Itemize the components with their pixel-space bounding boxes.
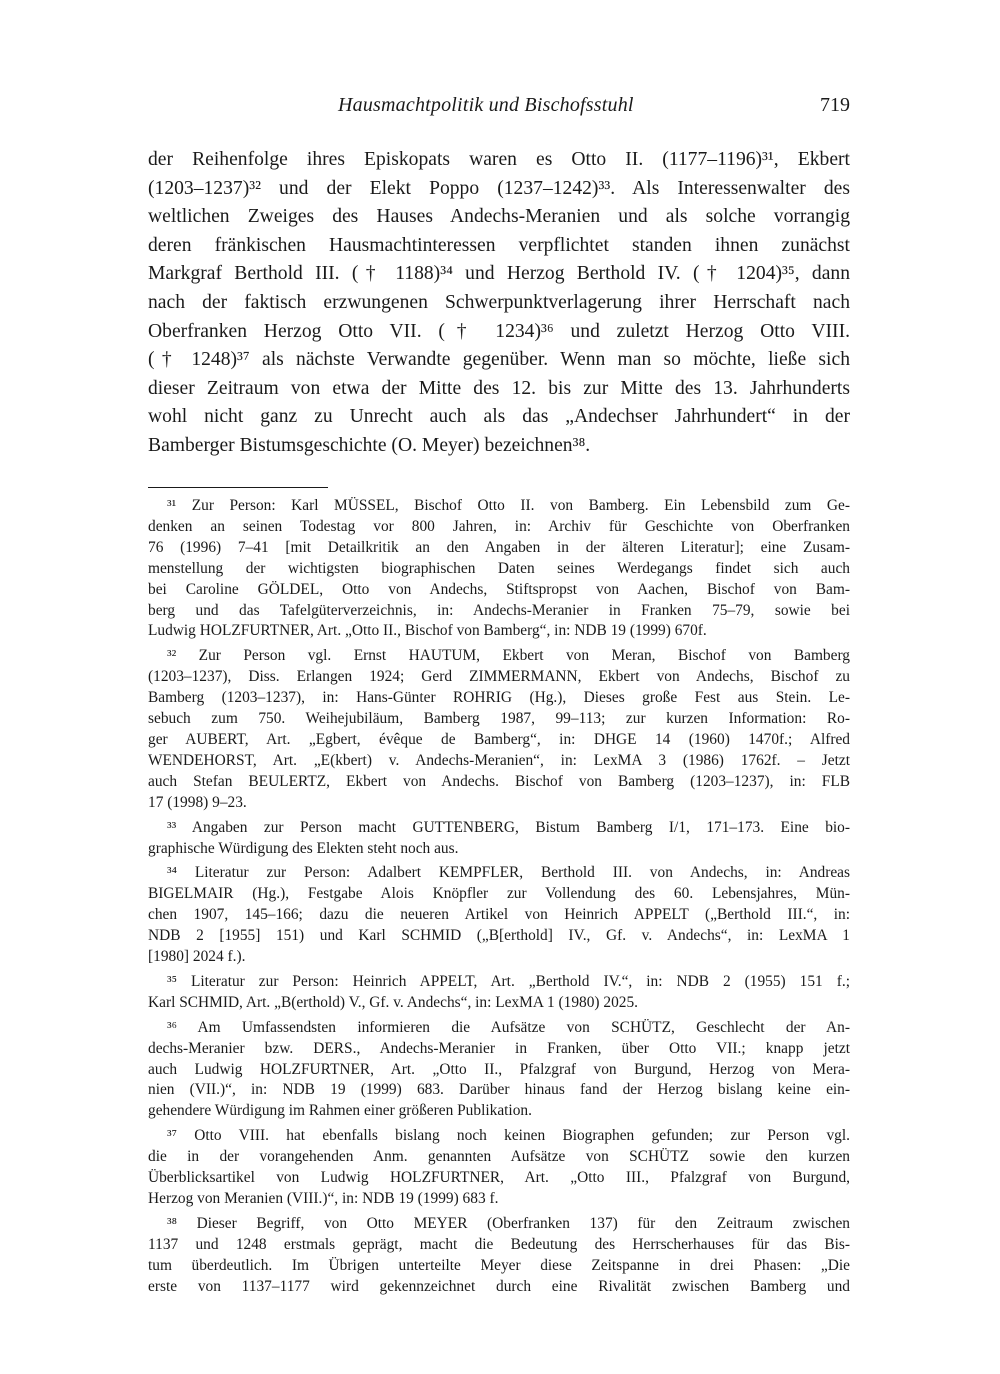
footnote-line: (1203–1237), Diss. Erlangen 1924; Gerd ZIMMERMANN, Ekbert von Andechs, Bischof zu (148, 668, 850, 686)
footnote-line: chen 1907, 145–166; dazu die neueren Artikel von Heinrich APPELT („Berthold III.“, in: (148, 906, 850, 924)
footnote-38 (148, 1214, 850, 1298)
footnote-line: ³⁵ Literatur zur Person: Heinrich APPELT, Art. „Berthold IV.“, in: NDB 2 (1955) 151 f.; (167, 972, 850, 990)
page-number: 719 (820, 94, 850, 116)
body-line: (1203–1237)³² und der Elekt Poppo (1237–1242)³³. Als Interessenwalter des (148, 177, 850, 199)
footnote-line: dechs-Meranier bzw. DERS., Andechs-Meranier in Franken, über Otto VII.; knapp jetzt (148, 1039, 850, 1057)
body-line: Markgraf Berthold III. († 1188)³⁴ und Herzog Berthold IV. († 1204)³⁵, dann (148, 263, 850, 285)
body-line: nach der faktisch erzwungenen Schwerpunktverlagerung ihrer Herrschaft nach (148, 291, 850, 313)
body-line: deren fränkischen Hausmachtinteressen verpflichtet standen ihnen zunächst (148, 234, 850, 256)
body-line: († 1248)³⁷ als nächste Verwandte gegenüber. Wenn man so möchte, ließe sich (148, 349, 850, 371)
footnote-line: ³⁷ Otto VIII. hat ebenfalls bislang noch keinen Biographen gefunden; zur Person vgl. (167, 1127, 850, 1145)
footnote-line: ger AUBERT, Art. „Egbert, évêque de Bamberg“, in: DHGE 14 (1960) 1470f.; Alfred (148, 730, 850, 748)
footnote-line: auch Stefan BEULERTZ, Ekbert von Andechs. Bischof von Bamberg (1203–1237), in: FLB (148, 772, 850, 790)
footnote-37 (148, 1126, 850, 1210)
footnote-line: ³² Zur Person vgl. Ernst HAUTUM, Ekbert von Meran, Bischof von Bamberg (167, 647, 850, 665)
running-title: Hausmachtpolitik und Bischofsstuhl (338, 94, 634, 116)
footnote-line: nien (VII.)“, in: NDB 19 (1999) 683. Darüber hinaus fand der Herzog bislang keine ein- (148, 1081, 850, 1099)
body-line: Bamberger Bistumsgeschichte (O. Meyer) bezeichnen³⁸. (148, 434, 591, 456)
footnote-line: BIGELMAIR (Hg.), Festgabe Alois Knöpfler zur Vollendung des 60. Lebensjahres, Mün- (148, 885, 850, 903)
footnote-line: ³⁸ Dieser Begriff, von Otto MEYER (Oberfranken 137) für den Zeitraum zwischen (167, 1214, 850, 1232)
footnote-line: ³⁶ Am Umfassendsten informieren die Aufsätze von SCHÜTZ, Geschlecht der An- (167, 1018, 850, 1036)
footnote-line: ³³ Angaben zur Person macht GUTTENBERG, Bistum Bamberg I/1, 171–173. Eine bio- (167, 818, 850, 836)
footnote-line: menstellung der wichtigsten biographischen Daten seines Werdegangs findet sich auch (148, 559, 850, 577)
footnote-line: ³¹ Zur Person: Karl MÜSSEL, Bischof Otto II. von Bamberg. Ein Lebensbild zum Ge- (167, 497, 850, 514)
footnote-line: 17 (1998) 9–23. (148, 793, 247, 811)
footnote-line: gehendere Würdigung im Rahmen einer größeren Publikation. (148, 1102, 532, 1120)
footnote-line: 1137 und 1248 erstmals geprägt, macht die Bedeutung des Herrscherhauses für das Bis- (148, 1235, 850, 1253)
body-line: Oberfranken Herzog Otto VII. († 1234)³⁶ und zuletzt Herzog Otto VIII. (148, 320, 850, 342)
footnote-line: NDB 2 [1955] 151) und Karl SCHMID („B[erthold] IV., Gf. v. Andechs“, in: LexMA 1 (148, 927, 850, 945)
footnote-36 (148, 1018, 850, 1123)
footnote-line: Bamberg (1203–1237), in: Hans-Günter ROHRIG (Hg.), Dieses große Fest aus Stein. Le- (148, 689, 850, 707)
footnote-line: 76 (1996) 7–41 [mit Detailkritik an den Angaben in der älteren Literatur]; eine Zusam- (148, 538, 850, 556)
footnote-line: sebuch zum 750. Weihejubiläum, Bamberg 1987, 99–113; zur kurzen Information: Ro- (148, 710, 850, 728)
footnote-line: graphische Würdigung des Elekten steht noch aus. (148, 839, 459, 857)
footnote-35 (148, 972, 850, 1014)
footnote-line: die in der vorangehenden Anm. genannten Aufsätze von SCHÜTZ sowie den kurzen (148, 1148, 850, 1166)
footnote-line: Karl SCHMID, Art. „B(erthold) V., Gf. v. Andechs“, in: LexMA 1 (1980) 2025. (148, 993, 639, 1011)
footnote-line: bei Caroline GÖLDEL, Otto von Andechs, Stiftspropst von Aachen, Bischof von Bam- (148, 580, 850, 598)
footnote-line: erste von 1137–1177 wird gekennzeichnet durch eine Rivalität zwischen Bamberg und (148, 1277, 850, 1295)
footnote-31 (148, 496, 850, 642)
footnote-line: berg und das Tafelgüterverzeichnis, in: Andechs-Meranier in Franken 75–79, sowie bei (148, 601, 850, 619)
footnote-separator (148, 487, 328, 488)
footnote-line: auch Ludwig HOLZFURTNER, Art. „Otto II., Pfalzgraf von Burgund, Herzog von Mera- (148, 1060, 850, 1078)
footnote-line: Ludwig HOLZFURTNER, Art. „Otto II., Bischof von Bamberg“, in: NDB 19 (1999) 670f. (148, 622, 707, 640)
footnote-line: tum überdeutlich. Im Übrigen unterteilte Meyer diese Zeitspanne in drei Phasen: „Die (148, 1256, 850, 1274)
footnote-line: ³⁴ Literatur zur Person: Adalbert KEMPFLER, Berthold III. von Andechs, in: Andreas (167, 864, 850, 882)
body-line: dieser Zeitraum von etwa der Mitte des 12. bis zur Mitte des 13. Jahrhunderts (148, 377, 850, 399)
footnote-34 (148, 863, 850, 968)
body-paragraph (148, 146, 850, 461)
footnote-line: [1980] 2024 f.). (148, 948, 246, 966)
footnote-32 (148, 646, 850, 813)
running-header (148, 94, 850, 122)
footnotes (148, 496, 850, 1302)
body-line: wohl nicht ganz zu Unrecht auch als das „Andechser Jahrhundert“ in der (148, 406, 850, 428)
footnote-line: WENDEHORST, Art. „E(kbert) v. Andechs-Meranien“, in: LexMA 3 (1986) 1762f. – Jetzt (148, 751, 850, 769)
footnote-33 (148, 818, 850, 860)
footnote-line: Überblicksartikel von Ludwig HOLZFURTNER, Art. „Otto III., Pfalzgraf von Burgund, (148, 1169, 850, 1187)
body-line: der Reihenfolge ihres Episkopats waren es Otto II. (1177–1196)³¹, Ekbert (148, 149, 850, 170)
footnote-line: denken an seinen Todestag vor 800 Jahren, in: Archiv für Geschichte von Oberfranken (148, 517, 850, 535)
footnote-line: Herzog von Meranien (VIII.)“, in: NDB 19 (1999) 683 f. (148, 1190, 499, 1207)
body-line: weltlichen Zweiges des Hauses Andechs-Meranien und als solche vorrangig (148, 206, 850, 228)
